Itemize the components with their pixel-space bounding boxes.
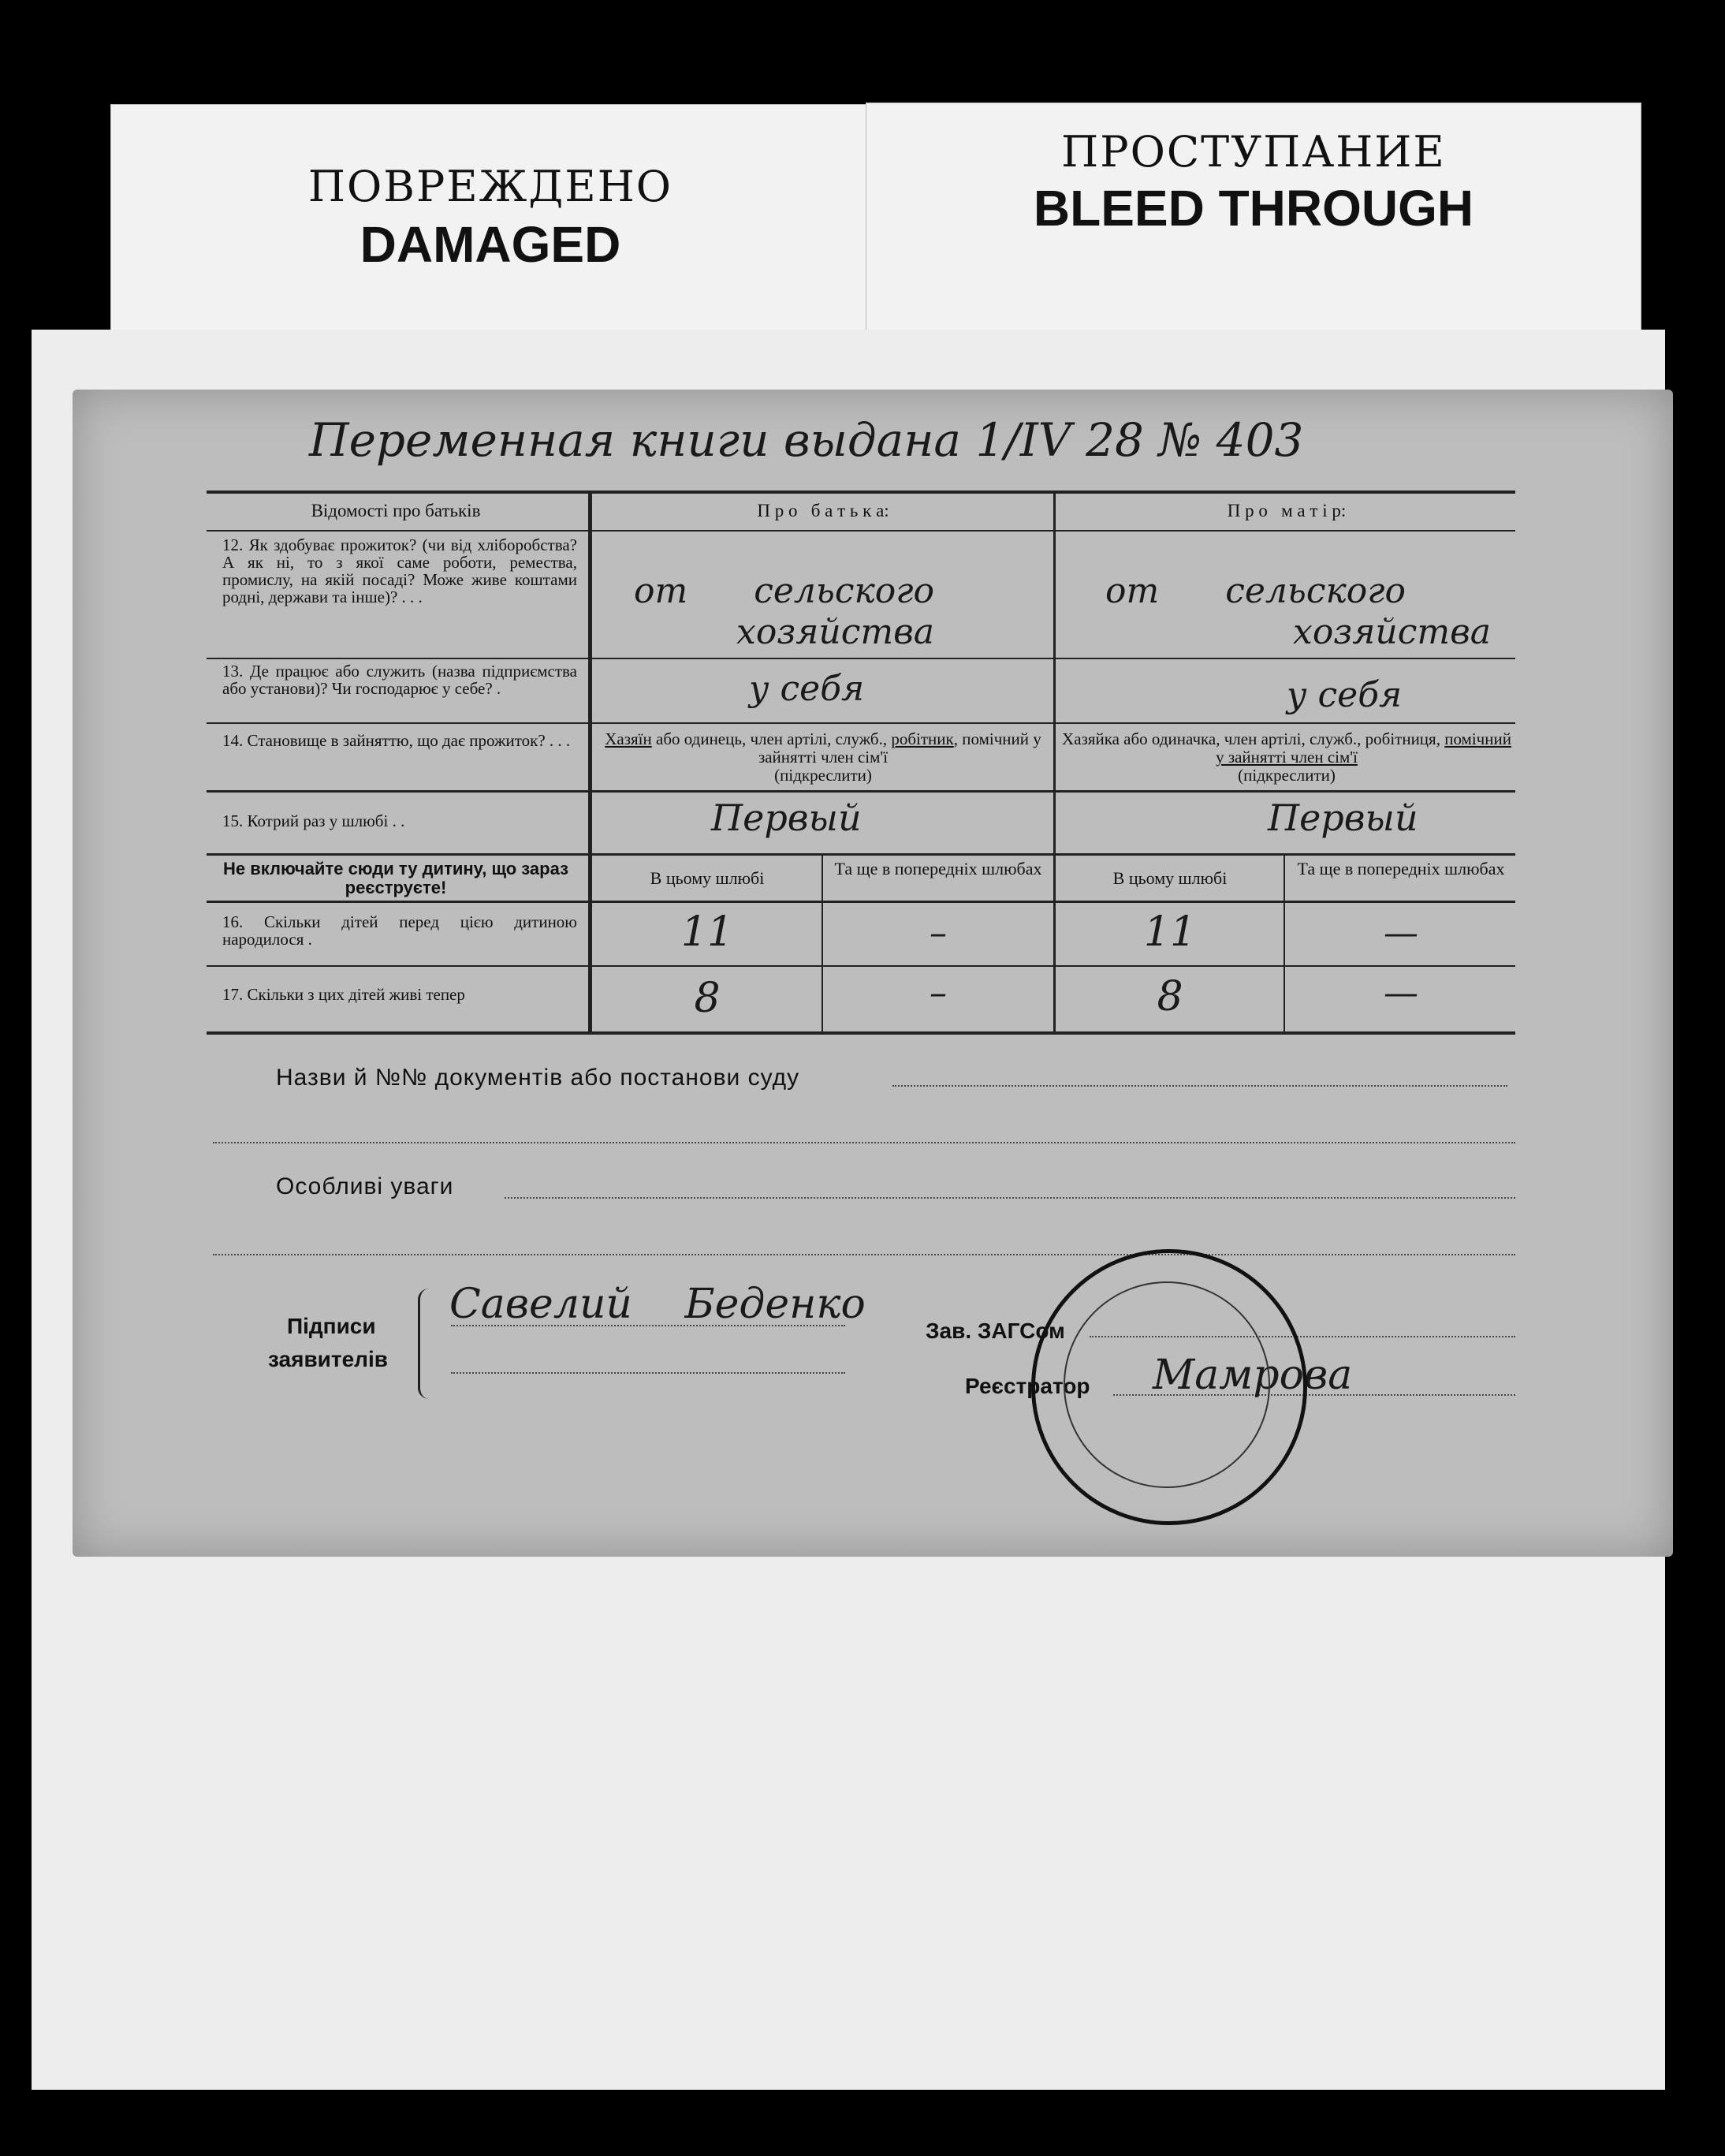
header-note: Переменная книги выдана 1/IV 28 № 403 [309,413,1304,467]
applicant-signature-line-1 [451,1325,845,1326]
father-prev-marriages-header: Та ще в попередніх шлюбах [834,859,1042,878]
question-14-label: 14. Становище в зайняттю, що дає прожиток? . . . [222,731,571,750]
bleed-through-notice-en: BLEED THROUGH [1033,180,1474,237]
q17-mother-this: 8 [1157,973,1183,1020]
subheader-rule [207,901,1515,903]
mother-prev-marriages-header: Та ще в попередніх шлюбах [1297,859,1505,878]
damaged-notice-en: DAMAGED [360,216,621,273]
signatures-label-2: заявителів [268,1347,388,1371]
official-seal-inner-ring [1064,1281,1270,1488]
q12-father-line2: хозяйства [736,612,934,652]
q12-father-line1: от сельского [634,571,934,611]
mother-this-marriage-header: В цьому шлюбі [1112,868,1228,888]
col-divider-mother-sub [1284,855,1285,1033]
question-17-label: 17. Скільки з цих дітей живі тепер [222,985,465,1004]
q17-father-prev: – [930,973,947,1013]
documents-line-2 [213,1142,1515,1143]
official-seal [1031,1249,1307,1525]
remarks-line-2 [213,1254,1515,1255]
bleed-through-notice-card [866,103,1641,366]
documents-line-1 [892,1085,1507,1087]
registration-form [73,390,1673,1557]
q14-father-owner: Хазяїн [605,729,652,748]
row14-rule [207,790,1515,793]
q14-father-worker: робітник [891,729,954,748]
father-this-marriage-header: В цьому шлюбі [650,868,765,888]
head-of-registry-label: Зав. ЗАГСом [926,1319,1065,1343]
applicant-signature-line-2 [451,1372,845,1374]
col-header-mother: П р о м а т і р: [1227,501,1347,520]
q14-mother-underline-note: (підкреслити) [1238,766,1336,785]
remarks-line-1 [505,1197,1515,1199]
remarks-label: Особливі уваги [276,1173,454,1199]
applicant-signature: Савелий Беденко [449,1281,866,1328]
q14-mother-options [1060,730,1514,785]
row15-rule [207,853,1515,856]
q15-mother: Первый [1268,796,1418,839]
table-top-rule [207,491,1515,494]
q13-mother: у себя [1287,675,1403,715]
row12-rule [207,658,1515,659]
q14-mother-text: Хазяйка або одиначка, член артілі, служб., робітниця, [1062,729,1445,748]
table-bottom-rule [207,1031,1515,1035]
note-exclude-current-child: Не включайте сюди ту дитину, що зараз реєструєте! [222,859,569,897]
q16-father-prev: – [930,913,947,953]
bleed-through-notice-ru: ПРОСТУПАНИЕ [1061,127,1446,177]
q14-father-text-2: , помічний у зайнятті член сім'ї [758,729,1041,767]
col-header-father: П р о б а т ь к а: [757,501,889,520]
question-15-label: 15. Котрий раз у шлюбі . . [222,811,405,830]
col-divider-parents [1053,492,1056,1033]
q16-father-this: 11 [680,908,734,956]
q17-father-this: 8 [694,975,721,1022]
col-divider-father-sub [822,855,823,1033]
q14-father-text: або одинець, член артілі, служб., [651,729,892,748]
col-divider-label [588,492,592,1033]
table-header-rule [207,530,1515,532]
q17-mother-prev: — [1384,973,1418,1013]
q12-mother-line2: хозяйства [1293,612,1491,652]
question-16-label: 16. Скільки дітей перед цією дитиною народилося . [222,912,577,949]
documents-label: Назви й №№ документів або постанови суду [276,1065,800,1091]
row13-rule [207,722,1515,724]
signature-brace [418,1289,434,1399]
q16-mother-this: 11 [1143,908,1197,956]
q14-father-options [596,730,1050,785]
question-13-label: 13. Де працює або служить (назва підприємства або установи)? Чи господарює у себе? . [222,662,577,698]
damaged-notice-card [110,104,870,366]
q16-mother-prev: — [1384,913,1418,953]
q15-father: Первый [711,796,862,839]
question-12-label: 12. Як здобуває прожиток? (чи від хліборобства? А як ні, то з якої саме роботи, ремества, промислу, на якій посаді? Може живе коштами родні, держави та інше)? . . . [222,535,577,606]
q14-father-underline-note: (підкреслити) [774,766,872,785]
damaged-notice-ru: ПОВРЕЖДЕНО [307,162,673,211]
registrar-signature: Мамрова [1153,1352,1353,1399]
q13-father: у себя [749,669,865,709]
q14-mother-helper: помічний у зайнятті член сім'ї [1216,729,1511,767]
q12-mother-line1: от сельского [1105,571,1406,611]
signatures-label-1: Підписи [287,1314,376,1338]
row16-rule [207,965,1515,967]
registrar-label: Реєстратор [965,1374,1090,1398]
col-header-parents-info: Відомості про батьків [311,501,481,520]
